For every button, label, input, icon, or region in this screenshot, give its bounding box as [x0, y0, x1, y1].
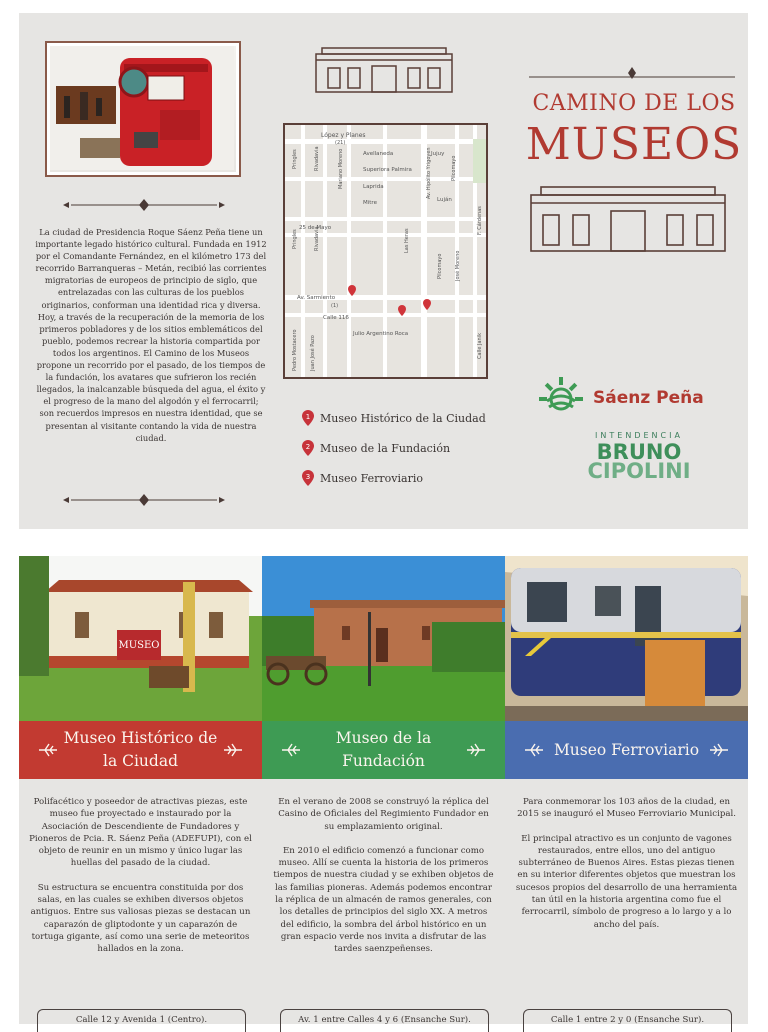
museum-photo-ferroviario	[505, 556, 748, 721]
museum-title-band	[262, 721, 505, 779]
museum-paragraph: Su estructura se encuentra constituida por dos salas, en las cuales se exhiben diversos objetos antiguos. Entre sus valiosas piezas se destacan un caparazón de gliptodonte y un caparazón de tortuga gigante, así como una serie de meteoritos hallados en la zona.	[30, 882, 251, 955]
museum-column-historico	[19, 556, 262, 1024]
museum-address: Calle 1 entre 2 y 0 (Ensanche Sur).	[523, 1009, 732, 1032]
map-label: Calle Janik	[477, 333, 483, 359]
museum-title: Museo Ferroviario	[553, 740, 700, 759]
saenz-pena-text: Sáenz Peña	[593, 388, 704, 408]
map-label: Avellaneda	[363, 151, 394, 157]
sun-logo-icon	[537, 375, 585, 421]
museum-description	[515, 796, 738, 943]
map-label: Pedro Mostacero	[292, 329, 298, 371]
pin-number: 3	[305, 473, 311, 481]
map-label: Av. Sarmiento	[297, 295, 336, 301]
museum-photo-historico	[19, 556, 262, 721]
map-label: F. Cárdenas	[477, 206, 483, 235]
saenz-pena-logo	[537, 373, 727, 423]
map-legend	[302, 403, 502, 493]
legend-label: Museo de la Fundación	[320, 441, 451, 455]
map-pin-icon	[302, 440, 314, 456]
map-label: (1)	[331, 303, 339, 309]
map-label: 25 de Mayo	[299, 225, 332, 231]
map-label: Mitre	[363, 200, 377, 206]
cover-title-line1: CAMINO DE LOS	[532, 91, 736, 116]
map-label: Luján	[437, 197, 452, 203]
cover-title-line2: MUSEOS	[525, 119, 743, 170]
street-map[interactable]	[283, 123, 488, 379]
museum-title: Museo Histórico de la Ciudad	[63, 729, 218, 770]
museo-sign-text: MUSEO	[118, 640, 160, 651]
map-label: (21)	[335, 140, 346, 146]
flourish-icon	[708, 742, 730, 758]
building-facade-icon	[314, 46, 454, 94]
brochure-inner-panel	[19, 556, 748, 1024]
legend-label: Museo Ferroviario	[320, 471, 423, 485]
building-facade-icon	[527, 183, 729, 253]
museum-paragraph: En el verano de 2008 se construyó la réplica del Casino de Oficiales del Regimiento Fundador en su emplazamiento original.	[278, 797, 489, 832]
flourish-icon	[523, 742, 545, 758]
divider-ornament	[59, 198, 229, 212]
artifact-photo	[45, 41, 241, 177]
map-label: Las Heras	[404, 228, 410, 253]
intendencia-label: INTENDENCIA	[595, 431, 683, 440]
museum-description	[272, 796, 495, 968]
museum-photo-fundacion	[262, 556, 505, 721]
museum-column-ferroviario	[505, 556, 748, 1024]
museum-address: Calle 12 y Avenida 1 (Centro).	[37, 1009, 246, 1032]
museum-title-band	[505, 721, 748, 779]
pin-number: 1	[305, 413, 311, 421]
map-label: Calle 116	[323, 315, 349, 321]
legend-label: Museo Histórico de la Ciudad	[320, 411, 486, 425]
map-label: Julio Argentino Roca	[353, 331, 409, 337]
map-label: Pringles	[292, 149, 298, 169]
map-label: Laprida	[363, 184, 384, 190]
map-label: Av. Hipólito Yrigoyen	[426, 147, 432, 199]
museum-paragraph: El principal atractivo es un conjunto de vagones restaurados, entre ellos, uno del antiguo subterráneo de Buenos Aires. Estas piezas tienen en su interior diferentes objetos que muestran los sucesos propios del desarrollo de una herramienta tan útil en la historia argentina como fue el ferrocarril, símbolo de progreso a lo largo y a lo ancho del país.	[515, 833, 738, 930]
flourish-icon	[465, 742, 487, 758]
museum-column-fundacion	[262, 556, 505, 1024]
map-label: Jujuy	[431, 151, 445, 157]
flourish-icon	[280, 742, 302, 758]
museum-title-band	[19, 721, 262, 779]
map-label: Rivadavia	[314, 226, 320, 251]
map-label: José Moreno	[455, 250, 461, 281]
map-label: Mariano Moreno	[338, 148, 344, 189]
bruno-cipolini-logo	[579, 440, 699, 483]
intro-text: La ciudad de Presidencia Roque Sáenz Peña tiene un importante legado histórico cultural. Fundada en 1912 por el Comandante Fernández, en el kilómetro 173 del recorrido Barranqueras – Metán, recibió las corrientes migratorias de europeos de principio de siglo, que entrelazadas con las culturas de los pueblos originarios, conforman una identidad rica y diversa. Hoy, a través de la recuperación de la memoria de los primeros pobladores y de los sitios emblemáticos del pueblo, podemos recrear la historia compartida por todos los argentinos. El Camino de los Museos propone un recorrido por el pasado, de los tiempos de la fundación, los avatares que sufrieron los recién llegados, la inalcanzable búsqueda del agua, el éxito y el progreso de la mano del algodón y el ferrocarril; son recuerdos impresos en nuestra identidad, que se presentan al visitante contando la vida de nuestra ciudad.	[35, 227, 267, 443]
map-label: Superiora Palmira	[363, 167, 412, 173]
map-pin-icon	[302, 410, 314, 426]
museum-paragraph: En 2010 el edificio comenzó a funcionar como museo. Allí se cuenta la historia de los primeros tiempos de nuestra ciudad y se exhiben objetos de las familias pioneras. Además podemos encontrar la réplica de un almacén de ramos generales, con los detalles de principios del siglo XX. A metros del edificio, la sombra del árbol histórico en un gran espacio verde nos invita a disfrutar de las tardes saenzpeñenses.	[273, 845, 494, 955]
map-label: Pringles	[292, 229, 298, 249]
brochure-outer-panel	[19, 13, 748, 529]
museum-description	[29, 796, 252, 968]
map-label: Pilcomayo	[451, 155, 457, 181]
map-label: Juan José Pazo	[310, 335, 316, 371]
museum-title: Museo de la Fundación	[335, 729, 432, 770]
map-pin-icon	[302, 470, 314, 486]
pin-number: 2	[305, 443, 311, 451]
flourish-icon	[37, 742, 59, 758]
museum-address: Av. 1 entre Calles 4 y 6 (Ensanche Sur).	[280, 1009, 489, 1032]
legend-item[interactable]	[302, 463, 502, 493]
legend-item[interactable]	[302, 403, 502, 433]
divider-ornament	[59, 493, 229, 507]
museum-paragraph: Para conmemorar los 103 años de la ciudad, en 2015 se inauguró el Museo Ferroviario Municipal.	[517, 797, 736, 820]
map-label: López y Planes	[321, 132, 366, 139]
flourish-icon	[222, 742, 244, 758]
legend-item[interactable]	[302, 433, 502, 463]
title-ornament	[529, 61, 735, 81]
bruno-text: BRUNO	[596, 440, 682, 464]
museum-paragraph: Polifacético y poseedor de atractivas piezas, este museo fue proyectado e instaurado por la Asociación de Descendiente de Fundadores y Pioneros de Pcia. R. Sáenz Peña (ADEFUPI), con el objeto de reunir en un mismo y único lugar las huellas del pasado de la ciudad.	[29, 797, 252, 869]
map-label: Pilcomayo	[437, 253, 443, 279]
cipolini-text: CIPOLINI	[587, 459, 691, 483]
map-label: Rivadavia	[314, 146, 320, 171]
